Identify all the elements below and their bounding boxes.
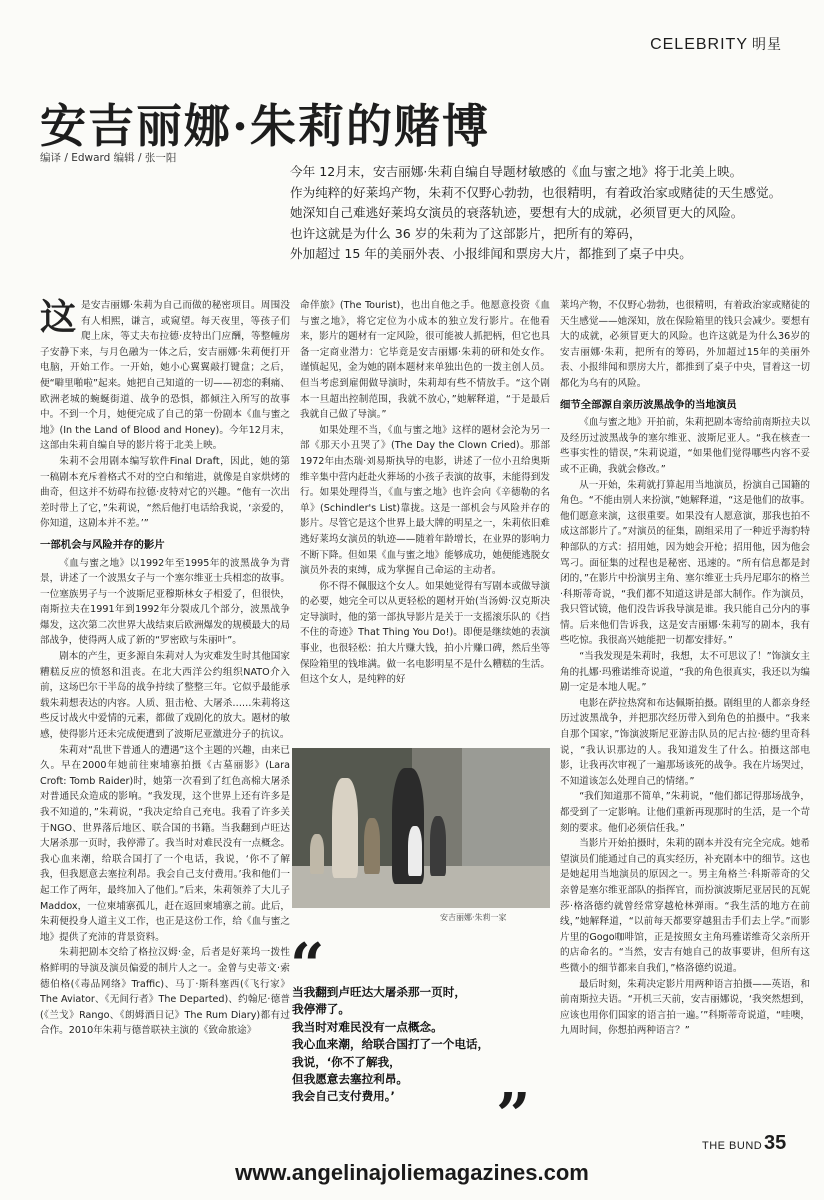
section-heading: 一部机会与风险并存的影片 (40, 538, 165, 551)
article-title: 安吉丽娜·朱莉的赌博 (40, 99, 491, 153)
lead-line: 也许这就是为什么 36 岁的朱莉为了这部影片，把所有的筹码， (290, 225, 642, 241)
section-tag-cn: 明星 (752, 37, 782, 53)
photo-figure-child (364, 818, 380, 874)
pull-quote-line: 但我愿意去塞拉利昂。 (292, 1072, 408, 1087)
watermark-url: www.angelinajoliemagazines.com (235, 1160, 589, 1185)
quote-close-icon: ” (496, 1081, 531, 1151)
quote-open-icon: “ (290, 931, 325, 1001)
article-credits: 编译 / Edward 编辑 / 张一阳 (40, 152, 177, 164)
paragraph: 如果处理不当，《血与蜜之地》这样的题材会沦为另一部《那天小丑哭了》(The Day the Clown Cried)。那部1972年由杰瑞·刘易斯执导的电影，讲述了一位小丑给奥斯维辛集中营内赶赴火葬场的小孩子表演的故事，未能得到发行。如果处理得当，《血与蜜之地》也许会向《辛德勒的名单》(Schindler's List)靠拢。这是一部机会与风险并存的影片。尽管它是这个世界上最大牌的明星之一，朱莉依旧难逃好莱坞女演员的轨迹——随着年龄增长，在业界的影响力不断下降。但如果《血与蜜之地》能够成功，她便能逃脱女演员外表的束缚，成为掌握自己命运的主动者。 (300, 424, 550, 577)
lead-line: 今年 12月末，安吉丽娜·朱莉自编自导题材敏感的《血与蜜之地》将于北美上映。 (290, 164, 743, 179)
pull-quote-line: 我当时对难民没有一点概念。 (292, 1019, 443, 1034)
pull-quote-line: 我停滞了。 (292, 1002, 350, 1017)
paragraph: 最后时刻，朱莉决定影片用两种语言拍摄——英语，和前南斯拉夫语。“开机三天前，安吉丽娜说，‘我突然想到，应该也用你们国家的语言拍一遍。’”科斯蒂奇说道，“哇噢，九周时间，你想拍两种语言？” (560, 978, 810, 1037)
paragraph: 朱莉不会用剧本编写软件Final Draft，因此，她的第一稿剧本充斥着格式不对的空白和缩进，就像是自家烘烤的曲奇，但这并不妨碍布拉德·皮特对它的兴趣。“他有一次出差时带上了它，”朱莉说，“然后他打电话给我说，‘亲爱的，你知道，这剧本并不差。’” (40, 455, 290, 530)
paragraph: 是安吉丽娜·朱莉为自己而做的秘密项目。周围没有人相熙，谦言，或窥望。每天夜里，等孩子们爬上床，等丈夫布拉德·皮特出门应酬，等整幢房子安静下来，与月色融为一体之后，安吉丽娜·朱莉便打开电脑，开始工作。一开始，她小心翼翼敲打键盘；之后，便“噼里啪啦”起来。她把自己知道的一切——初恋的剩痛、欧洲老城的蜿蜒街道、战争的恐惧，都倾注入所写的故事中。不到一个月，她便完成了自己的第一份剧本《血与蜜之地》(In the Land of Blood and Honey)。今年12月末，这部由朱莉自编自导的影片将于北美上映。 (40, 300, 290, 452)
pull-quote-line: 当我翻到卢旺达大屠杀那一页时， (292, 985, 466, 999)
section-heading: 细节全部源自亲历波黑战争的当地演员 (560, 398, 737, 411)
photo-caption: 安吉丽娜·朱莉一家 (440, 913, 507, 922)
paragraph: 莱坞产物，不仅野心勃勃，也很精明，有着政治家或赌徒的天生感觉——她深知，放在保险箱里的钱只会减少。要想有大的成就，必须冒更大的风险。也许这就是为什么36岁的安吉丽娜·朱莉，把所有的筹码，外加超过15年的美丽外表、小报绯闻和票房大片，都推到了桌子中央，冒着这一切都化为乌有的风险。 (560, 300, 810, 389)
paragraph: 朱莉对“乱世下普通人的遭遇”这个主题的兴趣，由来已久。早在2000年她前往柬埔寨拍摄《古墓丽影》(Lara Croft: Tomb Raider)时，她第一次看到了红色高棉大屠杀对普通民众造成的影响。“我发现，这个世界上还有许多是我不知道的，”朱莉说，“我决定给自己充电。我看了许多关于NGO、世界落后地区、联合国的书籍。当我翻到卢旺达大屠杀那一页时，我停滞了。我当时对难民没有一点概念。我心血来潮，给联合国打了一个电话，我说，‘你不了解我，但我愿意去塞拉利昂。我会自己支付费用。’我和他们一起工作了两年，最终加入了他们。”后来，朱莉领养了大儿子Maddox，一位柬埔寨孤儿，赶在返回柬埔寨之前。此后，朱莉便投身人道主义工作，也正是这份工作，给《血与蜜之地》提供了充沛的背景资料。 (40, 744, 290, 943)
pull-quote-line: 我心血来潮，给联合国打了一个电话， (292, 1037, 490, 1052)
paragraph: “我们知道那不简单，”朱莉说，“他们都记得那场战争，都受到了一定影响。让他们重新再现那时的生活，是一个苛刻的要求。他们必须信任我。” (560, 791, 810, 834)
article-lead (290, 162, 800, 265)
paragraph: 剧本的产生，更多源自朱莉对人为灾难发生时其他国家糟糕反应的愤怒和沮丧。在北大西洋公约组织NATO介入前，这场巴尔干半岛的战争持续了整整三年。它似乎最能承载朱莉想表达的内容。人质、狙击枪、大屠杀……朱莉将这些反讨战火中爱情的元素，都做了戏剧化的放大。题材的敏感，使得影片还未完成便遭到了波斯尼亚激进分子的抗议。 (40, 651, 290, 741)
drop-cap: 这 (40, 298, 77, 338)
section-tag (650, 34, 782, 54)
photo-figure-child (408, 826, 422, 876)
body-column-2 (300, 298, 550, 728)
magazine-name: THE BUND (702, 1140, 763, 1152)
photo-figure-child (310, 834, 324, 874)
lead-line: 外加超过 15 年的美丽外表、小报绯闻和票房大片，都推到了桌子中央。 (290, 246, 692, 261)
lead-line: 她深知自己难逃好莱坞女演员的衰落轨迹，要想有大的成就，必须冒更大的风险。 (290, 205, 744, 220)
paragraph: 命伴旅》(The Tourist)，也出自他之手。他愿意投资《血与蜜之地》，将它定位为小成本的独立发行影片。在他看来，影片的题材有一定风险，很可能被人抓把柄，但它也具备一定商业潜力：它毕竟是安吉丽娜·朱莉的研和处女作。谨慎起见，金为她的剧本题材来单独出色的一拨主创人员。但当考虑到雇佣做导演时，朱莉却有些不情放手。“这个剧本一旦超出控制范围，我就不放心，”她解释道，“于是最后我就自己做了导演。” (300, 300, 550, 421)
body-column-1 (40, 298, 290, 1178)
section-tag-en: CELEBRITY (650, 36, 748, 53)
paragraph: “当我发现是朱莉时，我想，太不可思议了！”饰演女主角的扎娜·玛雅诺维奇说道，“我的角色很真实，我还以为编剧一定是本地人呢。” (560, 651, 810, 694)
paragraph: 电影在萨拉热窝和布达佩斯拍摄。剧组里的人都亲身经历过波黑战争，并把那次经历带入到角色的拍摄中。“我来自那个国家，”饰演波斯尼亚游击队员的尼古拉·德约里奇科说，“我认识那边的人。我知道发生了什么。拍摄这部电影，让我再次审视了一遍那场该死的战争。我在片场哭过，不知道该怎么处理自己的情绪。” (560, 697, 810, 787)
paragraph: 朱莉把剧本交给了格拉汉姆·金，后者是好莱坞一拨性格鲜明的导演及演员偏爱的制片人之一。金曾与史蒂文·索德伯格(《毒品网络》Traffic)、马丁·斯科塞西(《飞行家》The Aviator、《无间行者》The Departed)、约翰尼·德普(《兰戈》Rango、《朗姆酒日记》The Rum Diary)都有过合作。2010年朱莉与德普联袂主演的《致命旅途》 (40, 947, 290, 1037)
paragraph: 当影片开始拍摄时，朱莉的剧本并没有完全完成。她希望演员们能通过自己的真实经历，补充剧本中的细节。这也是她起用当地演员的原因之一。男主角格兰·科斯蒂奇的父亲曾是塞尔维亚部队的指挥官，而扮演波斯尼亚居民的瓦妮莎·格洛德约就曾经常穿越枪林弹雨。“我生活的地方在前线，”她解释道，“以前每天都要穿越狙击手们去上学。”而影片里的Gogo咖啡馆，正是按照女主角玛雅诺维奇父亲所开的店命名的。“当然，安吉有她自己的故事要讲，但所有这些微小的细节都来自我们，”格洛德约说道。 (560, 838, 810, 974)
page-number: 35 (764, 1132, 787, 1154)
pull-quote-line: 我会自己支付费用。’ (292, 1089, 395, 1104)
photo-figure-child (430, 816, 446, 876)
paragraph: 从一开始，朱莉就打算起用当地演员，扮演自己国籍的角色。“不能由别人来扮演，”她解释道，“这是他们的故事。他们愿意来演，这很重要。如果没有人愿意演，那我也拍不成这部影片了。”对演员的征集，剧组采用了一种近乎海豹特种部队的方式：招用她，因为她会开枪；招用他，因为他会骂刁。面征集的过程也是秘密、迅速的。“所有信息都是封闭的，”在影片中扮演男主角、塞尔维亚士兵丹尼耶尔的格兰·科斯蒂奇说，“我们都不知道这讲是部大制作。作为演员，我只管试镜，他们没告诉我导演是谁。我只能自己分内的事情。后来他们告诉我，这是安吉丽娜·朱莉写的剧本，我有些吃惊。我很高兴她能把一切都安排好。” (560, 479, 810, 647)
paragraph: 你不得不佩服这个女人。如果她觉得有写剧本或做导演的必要，她完全可以从更轻松的题材开始(当汤姆·汉克斯决定导演时，他的第一部执导影片是关于一支摇滚乐队的《挡不住的奇迹》That Thing You Do!)。即便是继续她的表演事业，也很轻松：拍大片赚大钱，拍小片赚口碑，然后坐等保险箱里的钱堆满。做一名电影明星不是什么糟糕的生活。但这个女人，是纯粹的好 (300, 580, 550, 686)
photo-figure-woman (332, 778, 358, 878)
paragraph: 《血与蜜之地》开拍前，朱莉把剧本寄给前南斯拉夫以及经历过波黑战争的塞尔维亚、波斯尼亚人。“我在核查一些事实性的错误，”朱莉说道，“如果他们觉得哪些内容不妥或不正确，我就会修改。” (560, 417, 810, 475)
pull-quote-line: 我说，‘你不了解我， (292, 1054, 401, 1069)
lead-line: 作为纯粹的好莱坞产物，朱莉不仅野心勃勃，也很精明，有着政治家或赌徒的天生感觉。 (290, 184, 782, 200)
body-column-3 (560, 298, 810, 1178)
paragraph: 《血与蜜之地》以1992年至1995年的波黑战争为背景，讲述了一个波黑女子与一个塞尔维亚士兵相恋的故事。一位塞族男子与一个波斯尼亚穆斯林女子相爱了，但很快，南斯拉夫在1991年到1992年分裂成几个部分，波黑战争爆发，这次第二次世界大战结束后欧洲爆发的规模最大的局部战争，使得两人成了新的“罗密欧与朱丽叶”。 (40, 557, 290, 647)
family-photo (292, 748, 550, 908)
